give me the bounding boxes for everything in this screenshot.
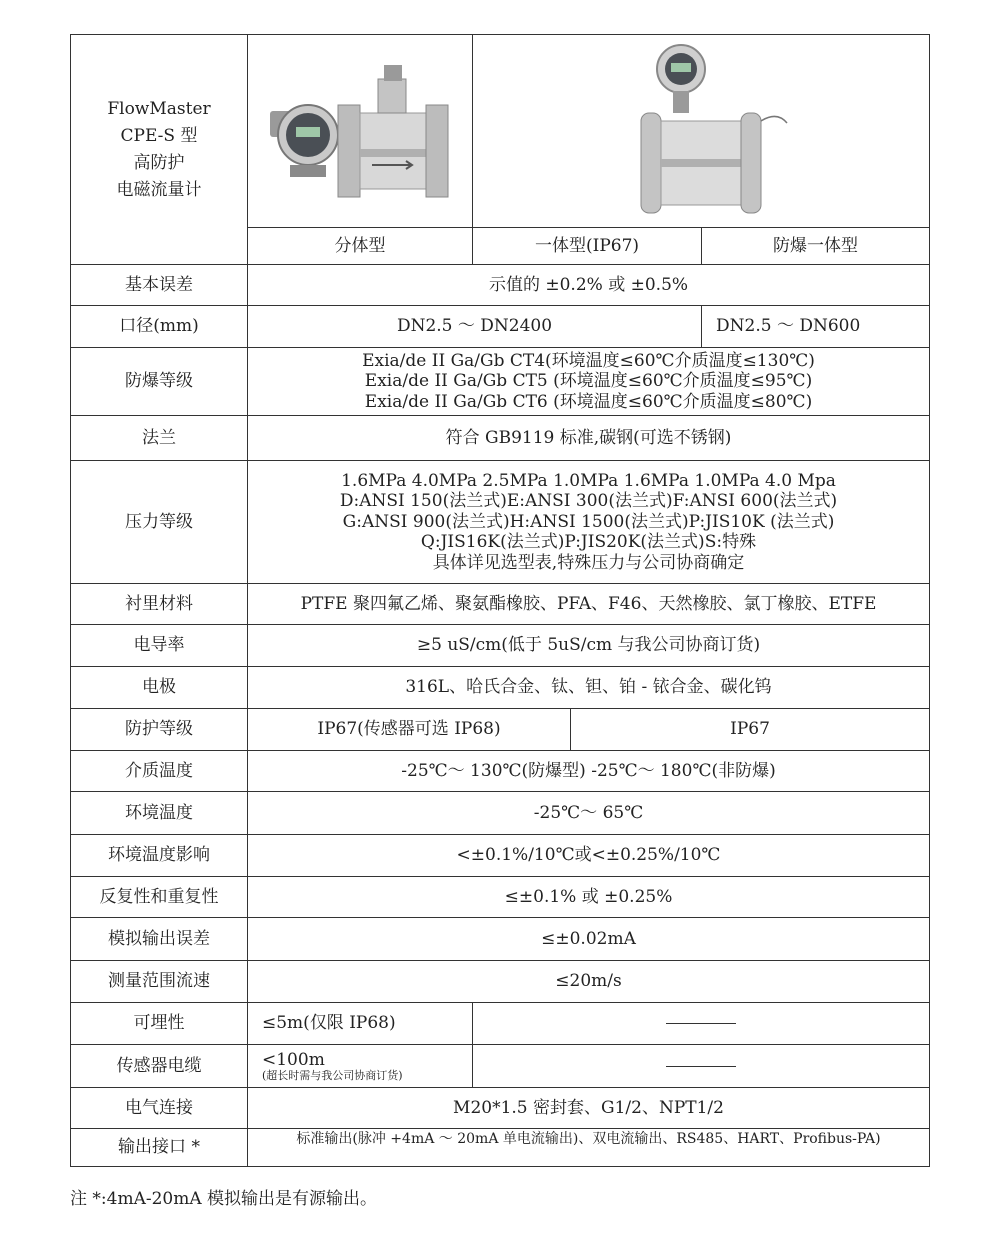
- integral-type-image-cell: [473, 35, 930, 228]
- variant-explosion-proof: 防爆一体型: [702, 228, 930, 265]
- row-value: M20*1.5 密封套、G1/2、NPT1/2: [248, 1088, 930, 1129]
- row-label: 基本误差: [71, 265, 248, 306]
- row-value: PTFE 聚四氟乙烯、聚氨酯橡胶、PFA、F46、天然橡胶、氯丁橡胶、ETFE: [248, 584, 930, 625]
- row-value-ex: DN2.5 ～ DN600: [702, 306, 930, 348]
- product-name-line: FlowMaster: [107, 98, 211, 119]
- split-flowmeter-image: [260, 61, 460, 201]
- row-ambient-effect: [71, 835, 930, 877]
- row-label: 口径(mm): [71, 306, 248, 348]
- not-applicable-dash: [666, 1066, 736, 1067]
- row-buriable: [71, 1003, 930, 1045]
- product-name-line: 电磁流量计: [116, 179, 202, 200]
- row-value: 示值的 ±0.2% 或 ±0.5%: [248, 265, 930, 306]
- row-value-integral: IP67: [571, 709, 930, 751]
- row-label: 介质温度: [71, 751, 248, 792]
- row-value: 标准输出(脉冲 +4mA ～ 20mA 单电流输出)、双电流输出、RS485、HART、Profibus-PA): [248, 1129, 930, 1167]
- explosion-line: Exia/de II Ga/Gb CT6 (环境温度≤60℃介质温度≤80℃): [364, 391, 813, 412]
- pressure-line: G:ANSI 900(法兰式)H:ANSI 1500(法兰式)P:JIS10K (法兰式): [342, 511, 835, 532]
- variant-split: 分体型: [248, 228, 473, 265]
- row-value-split: ≤5m(仅限 IP68): [248, 1003, 473, 1045]
- row-repeatability: [71, 877, 930, 918]
- spec-table: [70, 34, 930, 1167]
- row-value-main: DN2.5 ～ DN2400: [248, 306, 702, 348]
- row-label: 压力等级: [71, 461, 248, 584]
- row-label: 测量范围流速: [71, 961, 248, 1003]
- row-label: 衬里材料: [71, 584, 248, 625]
- row-value-na: [473, 1045, 930, 1088]
- row-value: -25℃～ 130℃(防爆型) -25℃～ 180℃(非防爆): [248, 751, 930, 792]
- row-label: 模拟输出误差: [71, 918, 248, 961]
- row-basic-error: [71, 265, 930, 306]
- row-analog-error: [71, 918, 930, 961]
- row-pressure: [71, 461, 930, 584]
- row-label: 防护等级: [71, 709, 248, 751]
- row-label: 法兰: [71, 416, 248, 461]
- row-value: ≤±0.02mA: [248, 918, 930, 961]
- row-label: 输出接口 *: [71, 1129, 248, 1167]
- cable-value: <100m: [262, 1050, 325, 1070]
- integral-flowmeter-image: [611, 41, 791, 221]
- row-label: 环境温度: [71, 792, 248, 835]
- row-value: <±0.1%/10℃或<±0.25%/10℃: [248, 835, 930, 877]
- row-label: 电极: [71, 667, 248, 709]
- row-value: [248, 348, 930, 416]
- row-value: -25℃～ 65℃: [248, 792, 930, 835]
- row-explosion: [71, 348, 930, 416]
- row-value-split: IP67(传感器可选 IP68): [248, 709, 571, 751]
- product-name-cell: [71, 35, 248, 265]
- row-cable: [71, 1045, 930, 1088]
- row-caliber: [71, 306, 930, 348]
- row-value: ≤20m/s: [248, 961, 930, 1003]
- row-medium-temp: [71, 751, 930, 792]
- variant-integral: 一体型(IP67): [473, 228, 702, 265]
- row-output: [71, 1129, 930, 1167]
- cable-note: (超长时需与我公司协商订货): [262, 1069, 403, 1082]
- row-connection: [71, 1088, 930, 1129]
- not-applicable-dash: [666, 1023, 736, 1024]
- row-label: 传感器电缆: [71, 1045, 248, 1088]
- row-flange: [71, 416, 930, 461]
- product-name-line: 高防护: [133, 152, 185, 173]
- row-protection: [71, 709, 930, 751]
- row-value: ≥5 uS/cm(低于 5uS/cm 与我公司协商订货): [248, 625, 930, 667]
- footnote: 注 *:4mA-20mA 模拟输出是有源输出。: [70, 1189, 378, 1209]
- row-value-na: [473, 1003, 930, 1045]
- product-name-line: CPE-S 型: [120, 125, 198, 146]
- row-label: 可埋性: [71, 1003, 248, 1045]
- explosion-line: Exia/de II Ga/Gb CT5 (环境温度≤60℃介质温度≤95℃): [364, 371, 813, 392]
- row-value: 316L、哈氏合金、钛、钽、铂 - 铱合金、碳化钨: [248, 667, 930, 709]
- row-value: ≤±0.1% 或 ±0.25%: [248, 877, 930, 918]
- row-velocity: [71, 961, 930, 1003]
- pressure-line: 具体详见选型表,特殊压力与公司协商确定: [432, 552, 745, 573]
- row-conductivity: [71, 625, 930, 667]
- row-label: 电导率: [71, 625, 248, 667]
- split-type-image-cell: [248, 35, 473, 228]
- explosion-line: Exia/de II Ga/Gb CT4(环境温度≤60℃介质温度≤130℃): [362, 350, 815, 371]
- row-value: [248, 461, 930, 584]
- pressure-line: 1.6MPa 4.0MPa 2.5MPa 1.0MPa 1.6MPa 1.0MPa 4.0 Mpa: [341, 471, 836, 492]
- row-lining: [71, 584, 930, 625]
- row-ambient-temp: [71, 792, 930, 835]
- pressure-line: Q:JIS16K(法兰式)P:JIS20K(法兰式)S:特殊: [420, 532, 757, 553]
- row-electrode: [71, 667, 930, 709]
- pressure-line: D:ANSI 150(法兰式)E:ANSI 300(法兰式)F:ANSI 600(法兰式): [339, 491, 838, 512]
- row-label: 防爆等级: [71, 348, 248, 416]
- row-value: 符合 GB9119 标准,碳钢(可选不锈钢): [248, 416, 930, 461]
- row-label: 电气连接: [71, 1088, 248, 1129]
- row-label: 反复性和重复性: [71, 877, 248, 918]
- row-value-split: [248, 1045, 473, 1088]
- row-label: 环境温度影响: [71, 835, 248, 877]
